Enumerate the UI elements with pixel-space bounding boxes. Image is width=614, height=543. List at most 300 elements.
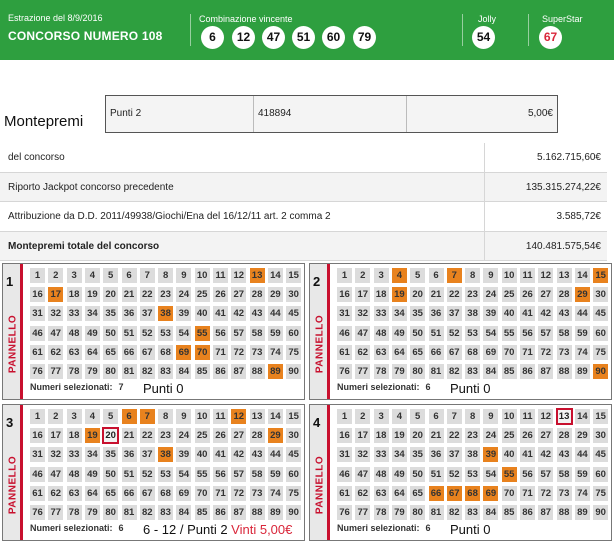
number-cell[interactable]: 6: [429, 409, 444, 424]
number-cell[interactable]: 46: [337, 467, 352, 482]
number-cell[interactable]: 30: [593, 428, 608, 443]
number-cell[interactable]: 74: [575, 486, 590, 501]
number-cell[interactable]: 65: [103, 345, 118, 360]
number-cell[interactable]: 27: [231, 287, 246, 302]
number-cell[interactable]: 30: [593, 287, 608, 302]
number-cell[interactable]: 47: [355, 467, 370, 482]
number-cell[interactable]: 17: [355, 287, 370, 302]
number-cell[interactable]: 33: [67, 447, 82, 462]
number-cell[interactable]: 11: [520, 268, 535, 283]
number-cell[interactable]: 17: [355, 428, 370, 443]
number-cell[interactable]: 1: [30, 409, 45, 424]
number-cell[interactable]: 72: [538, 486, 553, 501]
number-cell[interactable]: 78: [374, 364, 389, 379]
number-cell[interactable]: 86: [213, 364, 228, 379]
number-cell[interactable]: 79: [392, 364, 407, 379]
number-cell[interactable]: 72: [231, 486, 246, 501]
number-cell[interactable]: 66: [122, 486, 137, 501]
number-cell[interactable]: 2: [355, 409, 370, 424]
number-cell[interactable]: 84: [483, 364, 498, 379]
number-cell[interactable]: 76: [337, 364, 352, 379]
number-cell[interactable]: 22: [447, 287, 462, 302]
number-cell[interactable]: 3: [67, 409, 82, 424]
number-cell[interactable]: 52: [140, 467, 155, 482]
number-cell[interactable]: 35: [410, 306, 425, 321]
number-cell[interactable]: 15: [286, 268, 301, 283]
number-cell[interactable]: 34: [392, 306, 407, 321]
number-cell[interactable]: 27: [538, 287, 553, 302]
number-cell[interactable]: 90: [593, 505, 608, 520]
number-cell[interactable]: 90: [593, 364, 608, 379]
number-cell[interactable]: 65: [410, 345, 425, 360]
number-cell[interactable]: 65: [103, 486, 118, 501]
number-cell[interactable]: 40: [195, 306, 210, 321]
number-cell[interactable]: 55: [502, 467, 517, 482]
number-cell[interactable]: 62: [48, 486, 63, 501]
number-cell[interactable]: 81: [429, 364, 444, 379]
number-cell[interactable]: 23: [465, 287, 480, 302]
number-cell[interactable]: 9: [483, 268, 498, 283]
number-cell[interactable]: 4: [392, 409, 407, 424]
number-cell[interactable]: 85: [195, 505, 210, 520]
number-cell[interactable]: 63: [67, 486, 82, 501]
number-cell[interactable]: 85: [502, 364, 517, 379]
number-cell[interactable]: 88: [557, 505, 572, 520]
number-cell[interactable]: 73: [557, 345, 572, 360]
number-cell[interactable]: 82: [140, 364, 155, 379]
number-cell[interactable]: 58: [557, 467, 572, 482]
number-cell[interactable]: 80: [410, 505, 425, 520]
number-cell[interactable]: 16: [337, 287, 352, 302]
number-cell[interactable]: 89: [268, 505, 283, 520]
number-cell[interactable]: 27: [538, 428, 553, 443]
number-cell[interactable]: 12: [538, 409, 553, 424]
number-cell[interactable]: 26: [213, 428, 228, 443]
number-cell[interactable]: 60: [286, 326, 301, 341]
number-cell[interactable]: 48: [67, 326, 82, 341]
number-cell[interactable]: 45: [286, 447, 301, 462]
number-cell[interactable]: 66: [429, 345, 444, 360]
number-cell[interactable]: 71: [213, 345, 228, 360]
number-cell[interactable]: 69: [483, 486, 498, 501]
number-cell[interactable]: 19: [85, 428, 100, 443]
number-cell[interactable]: 54: [176, 326, 191, 341]
number-cell[interactable]: 83: [158, 505, 173, 520]
number-cell[interactable]: 79: [392, 505, 407, 520]
number-cell[interactable]: 13: [557, 268, 572, 283]
number-cell[interactable]: 60: [593, 326, 608, 341]
number-cell[interactable]: 57: [538, 326, 553, 341]
number-cell[interactable]: 3: [374, 409, 389, 424]
number-cell[interactable]: 84: [483, 505, 498, 520]
number-cell[interactable]: 61: [30, 486, 45, 501]
number-cell[interactable]: 24: [176, 287, 191, 302]
number-cell[interactable]: 70: [502, 345, 517, 360]
number-cell[interactable]: 39: [483, 447, 498, 462]
number-cell[interactable]: 69: [176, 345, 191, 360]
number-cell[interactable]: 10: [502, 409, 517, 424]
number-cell[interactable]: 21: [429, 287, 444, 302]
number-cell[interactable]: 15: [286, 409, 301, 424]
number-cell[interactable]: 1: [30, 268, 45, 283]
number-cell[interactable]: 29: [575, 287, 590, 302]
number-cell[interactable]: 25: [502, 287, 517, 302]
number-cell[interactable]: 18: [374, 287, 389, 302]
number-cell[interactable]: 83: [465, 505, 480, 520]
number-cell[interactable]: 28: [557, 428, 572, 443]
number-cell[interactable]: 33: [67, 306, 82, 321]
number-cell[interactable]: 10: [502, 268, 517, 283]
number-cell[interactable]: 20: [103, 287, 118, 302]
number-cell[interactable]: 11: [213, 409, 228, 424]
number-cell[interactable]: 51: [429, 467, 444, 482]
number-cell[interactable]: 52: [140, 326, 155, 341]
number-cell[interactable]: 11: [520, 409, 535, 424]
number-cell[interactable]: 74: [268, 486, 283, 501]
number-cell[interactable]: 84: [176, 505, 191, 520]
number-cell[interactable]: 69: [176, 486, 191, 501]
number-cell[interactable]: 86: [213, 505, 228, 520]
number-cell[interactable]: 68: [158, 345, 173, 360]
number-cell[interactable]: 13: [557, 409, 572, 424]
number-cell[interactable]: 10: [195, 268, 210, 283]
number-cell[interactable]: 72: [538, 345, 553, 360]
number-cell[interactable]: 8: [158, 268, 173, 283]
number-cell[interactable]: 43: [557, 447, 572, 462]
number-cell[interactable]: 34: [85, 306, 100, 321]
number-cell[interactable]: 24: [483, 287, 498, 302]
number-cell[interactable]: 45: [286, 306, 301, 321]
number-cell[interactable]: 7: [140, 409, 155, 424]
number-cell[interactable]: 39: [176, 447, 191, 462]
number-cell[interactable]: 35: [410, 447, 425, 462]
number-cell[interactable]: 61: [30, 345, 45, 360]
number-cell[interactable]: 41: [520, 447, 535, 462]
number-cell[interactable]: 26: [213, 287, 228, 302]
number-cell[interactable]: 33: [374, 447, 389, 462]
number-cell[interactable]: 58: [250, 326, 265, 341]
number-cell[interactable]: 67: [140, 486, 155, 501]
number-cell[interactable]: 64: [85, 486, 100, 501]
number-cell[interactable]: 25: [195, 428, 210, 443]
number-cell[interactable]: 29: [268, 287, 283, 302]
number-cell[interactable]: 76: [30, 364, 45, 379]
number-cell[interactable]: 7: [140, 268, 155, 283]
number-cell[interactable]: 11: [213, 268, 228, 283]
number-cell[interactable]: 38: [158, 306, 173, 321]
number-cell[interactable]: 64: [392, 486, 407, 501]
number-cell[interactable]: 2: [48, 268, 63, 283]
number-cell[interactable]: 80: [410, 364, 425, 379]
number-cell[interactable]: 42: [231, 447, 246, 462]
number-cell[interactable]: 43: [250, 447, 265, 462]
number-cell[interactable]: 38: [158, 447, 173, 462]
number-cell[interactable]: 28: [250, 428, 265, 443]
number-cell[interactable]: 32: [48, 306, 63, 321]
number-cell[interactable]: 90: [286, 505, 301, 520]
number-cell[interactable]: 32: [355, 447, 370, 462]
number-cell[interactable]: 8: [465, 268, 480, 283]
number-cell[interactable]: 41: [520, 306, 535, 321]
number-cell[interactable]: 53: [465, 467, 480, 482]
number-cell[interactable]: 20: [103, 428, 118, 443]
number-cell[interactable]: 24: [176, 428, 191, 443]
number-cell[interactable]: 90: [286, 364, 301, 379]
number-cell[interactable]: 70: [195, 486, 210, 501]
number-cell[interactable]: 82: [447, 364, 462, 379]
number-cell[interactable]: 36: [122, 306, 137, 321]
number-cell[interactable]: 83: [158, 364, 173, 379]
number-cell[interactable]: 73: [250, 486, 265, 501]
number-cell[interactable]: 21: [122, 287, 137, 302]
number-cell[interactable]: 71: [520, 345, 535, 360]
number-cell[interactable]: 89: [268, 364, 283, 379]
number-cell[interactable]: 5: [103, 268, 118, 283]
number-cell[interactable]: 34: [85, 447, 100, 462]
number-cell[interactable]: 67: [447, 486, 462, 501]
number-cell[interactable]: 26: [520, 287, 535, 302]
number-cell[interactable]: 25: [195, 287, 210, 302]
number-cell[interactable]: 22: [140, 287, 155, 302]
number-cell[interactable]: 35: [103, 306, 118, 321]
number-cell[interactable]: 70: [195, 345, 210, 360]
number-cell[interactable]: 77: [355, 364, 370, 379]
number-cell[interactable]: 81: [122, 505, 137, 520]
number-cell[interactable]: 37: [140, 306, 155, 321]
number-cell[interactable]: 56: [213, 467, 228, 482]
number-cell[interactable]: 57: [231, 467, 246, 482]
number-cell[interactable]: 85: [195, 364, 210, 379]
number-cell[interactable]: 77: [48, 505, 63, 520]
number-cell[interactable]: 48: [67, 467, 82, 482]
number-cell[interactable]: 75: [593, 486, 608, 501]
number-cell[interactable]: 62: [355, 486, 370, 501]
number-cell[interactable]: 42: [231, 306, 246, 321]
number-cell[interactable]: 83: [465, 364, 480, 379]
number-cell[interactable]: 75: [286, 486, 301, 501]
number-cell[interactable]: 77: [355, 505, 370, 520]
number-cell[interactable]: 4: [392, 268, 407, 283]
number-cell[interactable]: 21: [122, 428, 137, 443]
number-cell[interactable]: 66: [122, 345, 137, 360]
number-cell[interactable]: 46: [30, 467, 45, 482]
number-cell[interactable]: 33: [374, 306, 389, 321]
number-cell[interactable]: 60: [593, 467, 608, 482]
number-cell[interactable]: 25: [502, 428, 517, 443]
number-cell[interactable]: 80: [103, 505, 118, 520]
number-cell[interactable]: 32: [355, 306, 370, 321]
number-cell[interactable]: 17: [48, 287, 63, 302]
number-cell[interactable]: 75: [286, 345, 301, 360]
number-cell[interactable]: 32: [48, 447, 63, 462]
number-cell[interactable]: 56: [213, 326, 228, 341]
number-cell[interactable]: 36: [122, 447, 137, 462]
number-cell[interactable]: 29: [575, 428, 590, 443]
number-cell[interactable]: 12: [538, 268, 553, 283]
number-cell[interactable]: 88: [250, 364, 265, 379]
number-cell[interactable]: 58: [557, 326, 572, 341]
number-cell[interactable]: 51: [429, 326, 444, 341]
number-cell[interactable]: 53: [465, 326, 480, 341]
number-cell[interactable]: 30: [286, 287, 301, 302]
number-cell[interactable]: 26: [520, 428, 535, 443]
number-cell[interactable]: 28: [557, 287, 572, 302]
number-cell[interactable]: 68: [465, 486, 480, 501]
number-cell[interactable]: 40: [195, 447, 210, 462]
number-cell[interactable]: 47: [355, 326, 370, 341]
number-cell[interactable]: 4: [85, 409, 100, 424]
number-cell[interactable]: 82: [140, 505, 155, 520]
number-cell[interactable]: 41: [213, 306, 228, 321]
number-cell[interactable]: 51: [122, 467, 137, 482]
number-cell[interactable]: 22: [447, 428, 462, 443]
number-cell[interactable]: 6: [429, 268, 444, 283]
number-cell[interactable]: 87: [538, 364, 553, 379]
number-cell[interactable]: 15: [593, 268, 608, 283]
number-cell[interactable]: 44: [575, 306, 590, 321]
number-cell[interactable]: 76: [30, 505, 45, 520]
number-cell[interactable]: 60: [286, 467, 301, 482]
number-cell[interactable]: 81: [122, 364, 137, 379]
number-cell[interactable]: 31: [30, 447, 45, 462]
number-cell[interactable]: 45: [593, 447, 608, 462]
number-cell[interactable]: 63: [67, 345, 82, 360]
number-cell[interactable]: 9: [176, 409, 191, 424]
number-cell[interactable]: 17: [48, 428, 63, 443]
number-cell[interactable]: 44: [268, 447, 283, 462]
number-cell[interactable]: 23: [158, 428, 173, 443]
number-cell[interactable]: 6: [122, 409, 137, 424]
number-cell[interactable]: 35: [103, 447, 118, 462]
number-cell[interactable]: 61: [337, 345, 352, 360]
number-cell[interactable]: 36: [429, 447, 444, 462]
number-cell[interactable]: 5: [103, 409, 118, 424]
number-cell[interactable]: 55: [195, 326, 210, 341]
number-cell[interactable]: 62: [48, 345, 63, 360]
number-cell[interactable]: 85: [502, 505, 517, 520]
number-cell[interactable]: 43: [557, 306, 572, 321]
number-cell[interactable]: 16: [337, 428, 352, 443]
number-cell[interactable]: 87: [231, 505, 246, 520]
number-cell[interactable]: 38: [465, 447, 480, 462]
number-cell[interactable]: 61: [337, 486, 352, 501]
number-cell[interactable]: 59: [268, 326, 283, 341]
number-cell[interactable]: 81: [429, 505, 444, 520]
number-cell[interactable]: 63: [374, 486, 389, 501]
number-cell[interactable]: 49: [392, 326, 407, 341]
number-cell[interactable]: 84: [176, 364, 191, 379]
number-cell[interactable]: 50: [103, 326, 118, 341]
number-cell[interactable]: 9: [483, 409, 498, 424]
number-cell[interactable]: 86: [520, 364, 535, 379]
number-cell[interactable]: 4: [85, 268, 100, 283]
number-cell[interactable]: 40: [502, 447, 517, 462]
number-cell[interactable]: 87: [231, 364, 246, 379]
number-cell[interactable]: 49: [85, 467, 100, 482]
number-cell[interactable]: 86: [520, 505, 535, 520]
number-cell[interactable]: 76: [337, 505, 352, 520]
number-cell[interactable]: 38: [465, 306, 480, 321]
number-cell[interactable]: 5: [410, 409, 425, 424]
number-cell[interactable]: 53: [158, 467, 173, 482]
number-cell[interactable]: 56: [520, 467, 535, 482]
number-cell[interactable]: 47: [48, 467, 63, 482]
number-cell[interactable]: 87: [538, 505, 553, 520]
number-cell[interactable]: 19: [392, 428, 407, 443]
number-cell[interactable]: 42: [538, 447, 553, 462]
number-cell[interactable]: 21: [429, 428, 444, 443]
number-cell[interactable]: 88: [557, 364, 572, 379]
number-cell[interactable]: 48: [374, 467, 389, 482]
number-cell[interactable]: 57: [231, 326, 246, 341]
number-cell[interactable]: 20: [410, 428, 425, 443]
number-cell[interactable]: 3: [374, 268, 389, 283]
number-cell[interactable]: 19: [392, 287, 407, 302]
number-cell[interactable]: 23: [465, 428, 480, 443]
number-cell[interactable]: 55: [195, 467, 210, 482]
number-cell[interactable]: 15: [593, 409, 608, 424]
number-cell[interactable]: 46: [337, 326, 352, 341]
number-cell[interactable]: 8: [465, 409, 480, 424]
number-cell[interactable]: 30: [286, 428, 301, 443]
number-cell[interactable]: 89: [575, 505, 590, 520]
number-cell[interactable]: 49: [85, 326, 100, 341]
number-cell[interactable]: 70: [502, 486, 517, 501]
number-cell[interactable]: 51: [122, 326, 137, 341]
number-cell[interactable]: 43: [250, 306, 265, 321]
number-cell[interactable]: 3: [67, 268, 82, 283]
number-cell[interactable]: 66: [429, 486, 444, 501]
number-cell[interactable]: 31: [30, 306, 45, 321]
number-cell[interactable]: 77: [48, 364, 63, 379]
number-cell[interactable]: 58: [250, 467, 265, 482]
number-cell[interactable]: 65: [410, 486, 425, 501]
number-cell[interactable]: 69: [483, 345, 498, 360]
number-cell[interactable]: 74: [575, 345, 590, 360]
number-cell[interactable]: 39: [176, 306, 191, 321]
number-cell[interactable]: 24: [483, 428, 498, 443]
number-cell[interactable]: 56: [520, 326, 535, 341]
number-cell[interactable]: 31: [337, 306, 352, 321]
number-cell[interactable]: 52: [447, 467, 462, 482]
number-cell[interactable]: 18: [67, 287, 82, 302]
number-cell[interactable]: 67: [447, 345, 462, 360]
number-cell[interactable]: 48: [374, 326, 389, 341]
number-cell[interactable]: 7: [447, 409, 462, 424]
number-cell[interactable]: 50: [410, 467, 425, 482]
number-cell[interactable]: 79: [85, 364, 100, 379]
number-cell[interactable]: 18: [67, 428, 82, 443]
number-cell[interactable]: 54: [176, 467, 191, 482]
number-cell[interactable]: 72: [231, 345, 246, 360]
number-cell[interactable]: 37: [447, 447, 462, 462]
number-cell[interactable]: 5: [410, 268, 425, 283]
number-cell[interactable]: 40: [502, 306, 517, 321]
number-cell[interactable]: 54: [483, 326, 498, 341]
number-cell[interactable]: 2: [48, 409, 63, 424]
number-cell[interactable]: 22: [140, 428, 155, 443]
number-cell[interactable]: 73: [250, 345, 265, 360]
number-cell[interactable]: 71: [520, 486, 535, 501]
number-cell[interactable]: 23: [158, 287, 173, 302]
number-cell[interactable]: 68: [465, 345, 480, 360]
number-cell[interactable]: 78: [67, 505, 82, 520]
number-cell[interactable]: 13: [250, 268, 265, 283]
number-cell[interactable]: 62: [355, 345, 370, 360]
number-cell[interactable]: 6: [122, 268, 137, 283]
number-cell[interactable]: 74: [268, 345, 283, 360]
number-cell[interactable]: 59: [575, 467, 590, 482]
